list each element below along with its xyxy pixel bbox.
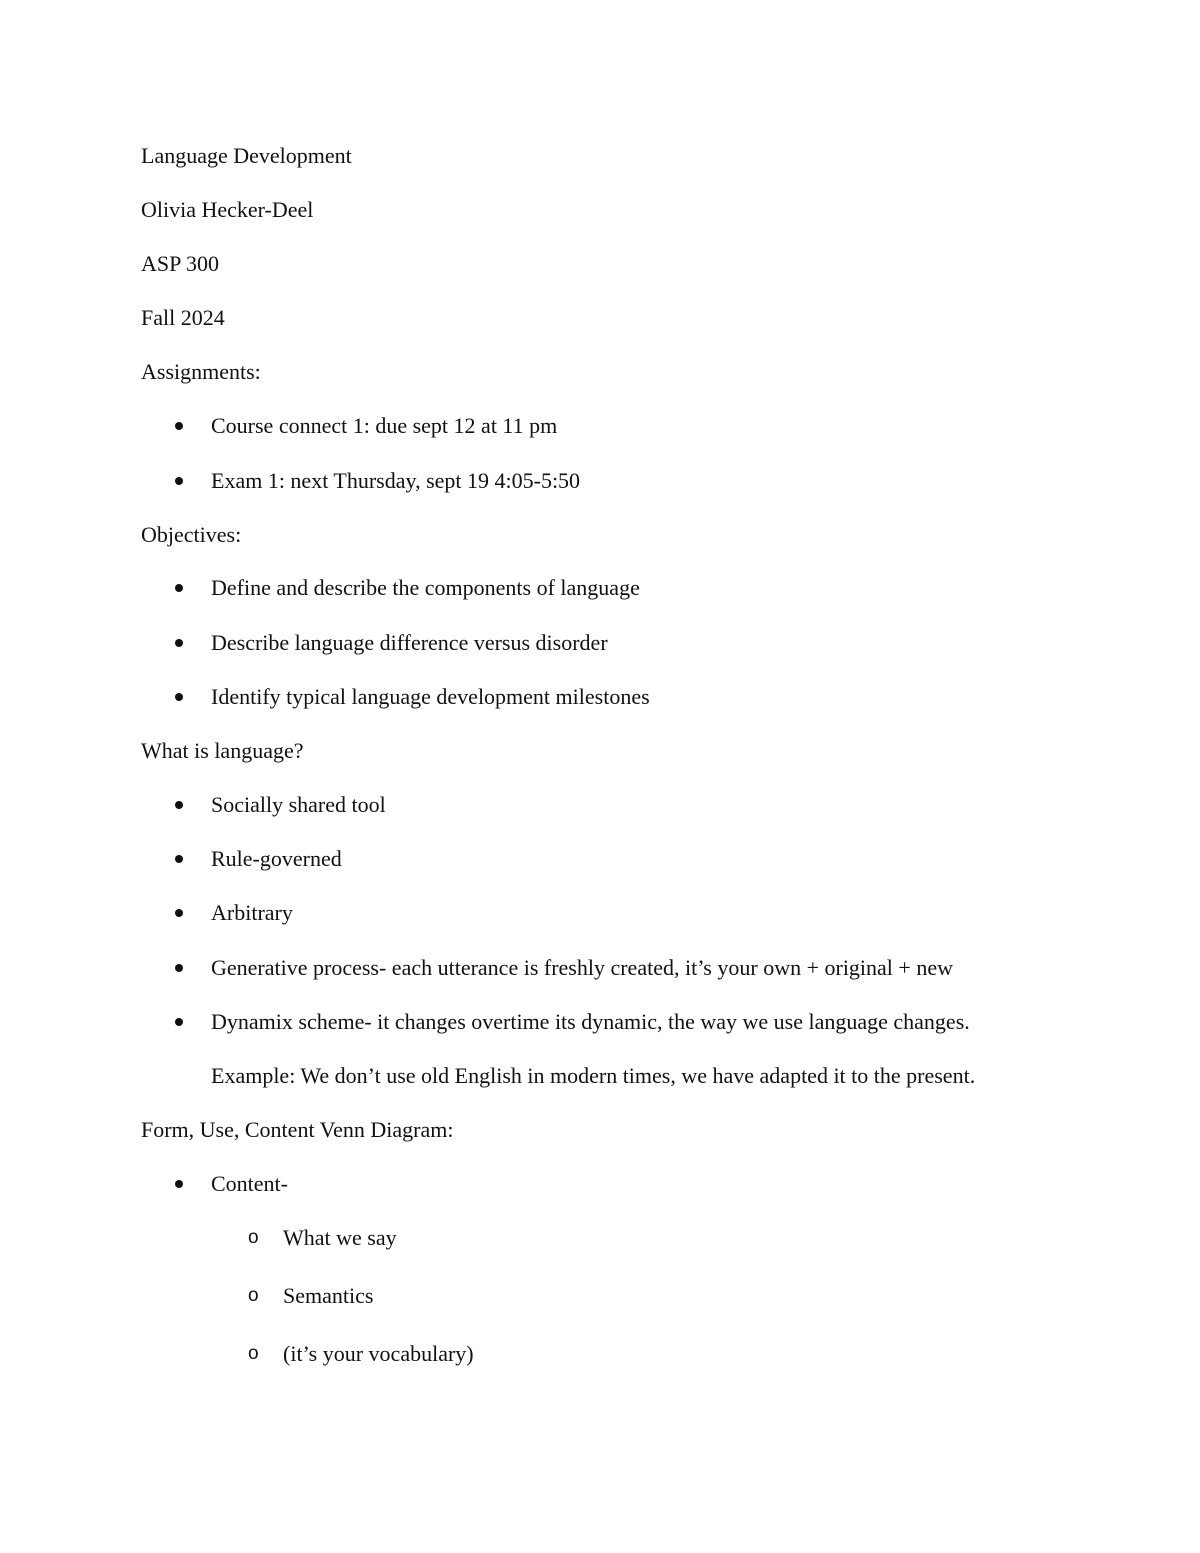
what-is-language-heading: What is language? — [141, 738, 304, 763]
venn-item-content: Content- — [211, 1171, 288, 1196]
bullet-icon — [175, 1018, 183, 1026]
bullet-icon — [175, 422, 183, 430]
hollow-bullet-icon: o — [248, 1227, 259, 1248]
example-text: Example: We don’t use old English in modern times, we have adapted it to the present. — [211, 1063, 976, 1088]
objective-item: Describe language difference versus disorder — [211, 630, 608, 655]
assignments-heading: Assignments: — [141, 359, 261, 384]
language-trait-item: Rule-governed — [211, 846, 342, 871]
venn-subitem: Semantics — [283, 1283, 374, 1308]
language-trait-item: Generative process- each utterance is freshly created, it’s your own + original + new — [211, 955, 953, 980]
bullet-icon — [175, 693, 183, 701]
venn-subitem: (it’s your vocabulary) — [283, 1341, 474, 1366]
objective-item: Identify typical language development milestones — [211, 684, 650, 709]
language-trait-item: Socially shared tool — [211, 792, 386, 817]
language-trait-item: Dynamix scheme- it changes overtime its dynamic, the way we use language changes. — [211, 1009, 970, 1034]
document-title: Language Development — [141, 143, 352, 168]
term: Fall 2024 — [141, 305, 225, 330]
venn-heading: Form, Use, Content Venn Diagram: — [141, 1117, 454, 1142]
author-name: Olivia Hecker-Deel — [141, 197, 314, 222]
hollow-bullet-icon: o — [248, 1285, 259, 1306]
course-code: ASP 300 — [141, 251, 220, 276]
venn-subitem: What we say — [283, 1225, 397, 1250]
bullet-icon — [175, 801, 183, 809]
assignment-item: Exam 1: next Thursday, sept 19 4:05-5:50 — [211, 468, 581, 493]
bullet-icon — [175, 584, 183, 592]
assignment-item: Course connect 1: due sept 12 at 11 pm — [211, 413, 558, 438]
objective-item: Define and describe the components of language — [211, 575, 640, 600]
bullet-icon — [175, 477, 183, 485]
language-trait-item: Arbitrary — [211, 900, 293, 925]
hollow-bullet-icon: o — [248, 1343, 259, 1364]
bullet-icon — [175, 909, 183, 917]
bullet-icon — [175, 1180, 183, 1188]
bullet-icon — [175, 855, 183, 863]
objectives-heading: Objectives: — [141, 522, 242, 547]
bullet-icon — [175, 639, 183, 647]
bullet-icon — [175, 964, 183, 972]
